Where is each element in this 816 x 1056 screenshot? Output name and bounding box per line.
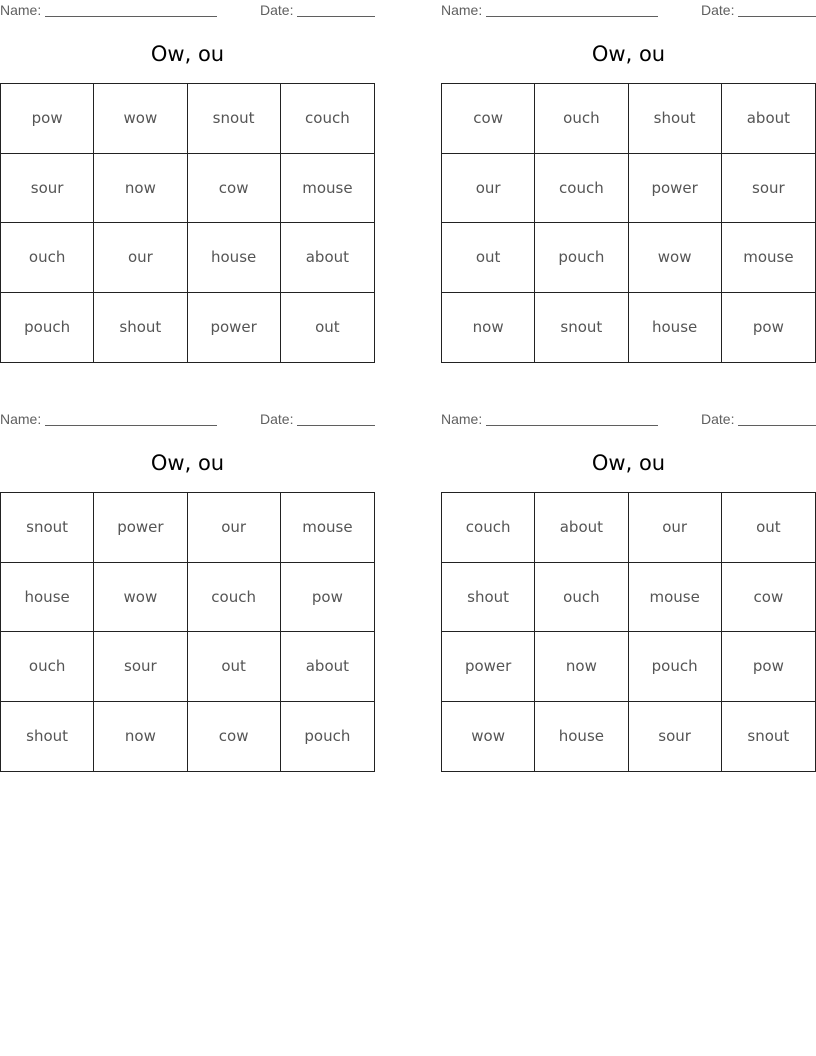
- grid-cell: snout: [1, 493, 94, 563]
- grid-cell: cow: [188, 702, 281, 772]
- grid-cell: sour: [629, 702, 722, 772]
- grid-cell: snout: [535, 293, 628, 363]
- card-header: [441, 0, 816, 22]
- grid-cell: house: [188, 223, 281, 293]
- grid-cell: wow: [629, 223, 722, 293]
- card-title: Ow, ou: [150, 42, 225, 66]
- grid-cell: our: [629, 493, 722, 563]
- grid-cell: pouch: [304, 727, 351, 746]
- grid-cell: out: [315, 318, 340, 337]
- grid-cell: shout: [629, 84, 722, 154]
- card-header: [441, 409, 816, 431]
- grid-cell: about: [722, 84, 815, 154]
- grid-cell: snout: [747, 727, 790, 746]
- name-blank-line: [486, 16, 658, 17]
- grid-cell: about: [281, 632, 374, 702]
- card-title: Ow, ou: [591, 451, 666, 475]
- card-header: [0, 409, 375, 431]
- name-label: Name:: [441, 411, 483, 427]
- grid-cell: cow: [442, 84, 535, 154]
- grid-cell: house: [1, 563, 94, 633]
- grid-cell: out: [442, 223, 535, 293]
- date-blank-line: [297, 425, 375, 426]
- grid-cell: power: [629, 154, 722, 224]
- grid-cell: pouch: [629, 632, 722, 702]
- date-blank-line: [738, 16, 816, 17]
- grid-cell: house: [629, 293, 722, 363]
- name-blank-line: [45, 16, 217, 17]
- date-blank-line: [297, 16, 375, 17]
- grid-cell: couch: [535, 154, 628, 224]
- grid-cell: shout: [1, 702, 94, 772]
- grid-cell: shout: [94, 293, 187, 363]
- grid-cell: ouch: [535, 84, 628, 154]
- name-label: Name:: [441, 2, 483, 18]
- grid-cell: pow: [281, 563, 374, 633]
- card-header: [0, 0, 375, 22]
- grid-cell: wow: [94, 563, 187, 633]
- grid-cell: now: [94, 702, 187, 772]
- grid-cell: about: [535, 493, 628, 563]
- grid-cell: pow: [752, 318, 784, 337]
- grid-cell: pow: [722, 632, 815, 702]
- grid-cell: cow: [722, 563, 815, 633]
- grid-cell: now: [94, 154, 187, 224]
- grid-cell: our: [188, 493, 281, 563]
- grid-cell: sour: [94, 632, 187, 702]
- grid-cell: power: [94, 493, 187, 563]
- grid-cell: our: [94, 223, 187, 293]
- bingo-grid: [0, 492, 375, 772]
- grid-cell: pouch: [1, 293, 94, 363]
- grid-cell: snout: [188, 84, 281, 154]
- grid-cell: wow: [94, 84, 187, 154]
- grid-cell: ouch: [1, 223, 94, 293]
- grid-cell: power: [188, 293, 281, 363]
- grid-cell: wow: [442, 702, 535, 772]
- date-label: Date:: [701, 411, 735, 427]
- grid-cell: shout: [442, 563, 535, 633]
- grid-cell: our: [442, 154, 535, 224]
- grid-cell: cow: [188, 154, 281, 224]
- grid-cell: sour: [1, 154, 94, 224]
- grid-cell: couch: [281, 84, 374, 154]
- date-blank-line: [738, 425, 816, 426]
- grid-cell: pow: [1, 84, 94, 154]
- grid-cell: pouch: [535, 223, 628, 293]
- name-label: Name:: [0, 2, 42, 18]
- grid-cell: ouch: [1, 632, 94, 702]
- name-blank-line: [45, 425, 217, 426]
- date-label: Date:: [260, 2, 294, 18]
- grid-cell: out: [188, 632, 281, 702]
- grid-cell: house: [535, 702, 628, 772]
- grid-cell: couch: [188, 563, 281, 633]
- grid-cell: mouse: [281, 493, 374, 563]
- name-blank-line: [486, 425, 658, 426]
- grid-cell: ouch: [535, 563, 628, 633]
- card-title: Ow, ou: [150, 451, 225, 475]
- grid-cell: power: [442, 632, 535, 702]
- grid-cell: out: [722, 493, 815, 563]
- name-label: Name:: [0, 411, 42, 427]
- grid-cell: now: [442, 293, 535, 363]
- grid-cell: about: [281, 223, 374, 293]
- card-title: Ow, ou: [591, 42, 666, 66]
- grid-cell: mouse: [722, 223, 815, 293]
- bingo-grid: [0, 83, 375, 363]
- grid-cell: now: [535, 632, 628, 702]
- grid-cell: mouse: [629, 563, 722, 633]
- date-label: Date:: [260, 411, 294, 427]
- bingo-grid: [441, 492, 816, 772]
- grid-cell: mouse: [281, 154, 374, 224]
- bingo-grid: [441, 83, 816, 363]
- date-label: Date:: [701, 2, 735, 18]
- grid-cell: couch: [442, 493, 535, 563]
- grid-cell: sour: [722, 154, 815, 224]
